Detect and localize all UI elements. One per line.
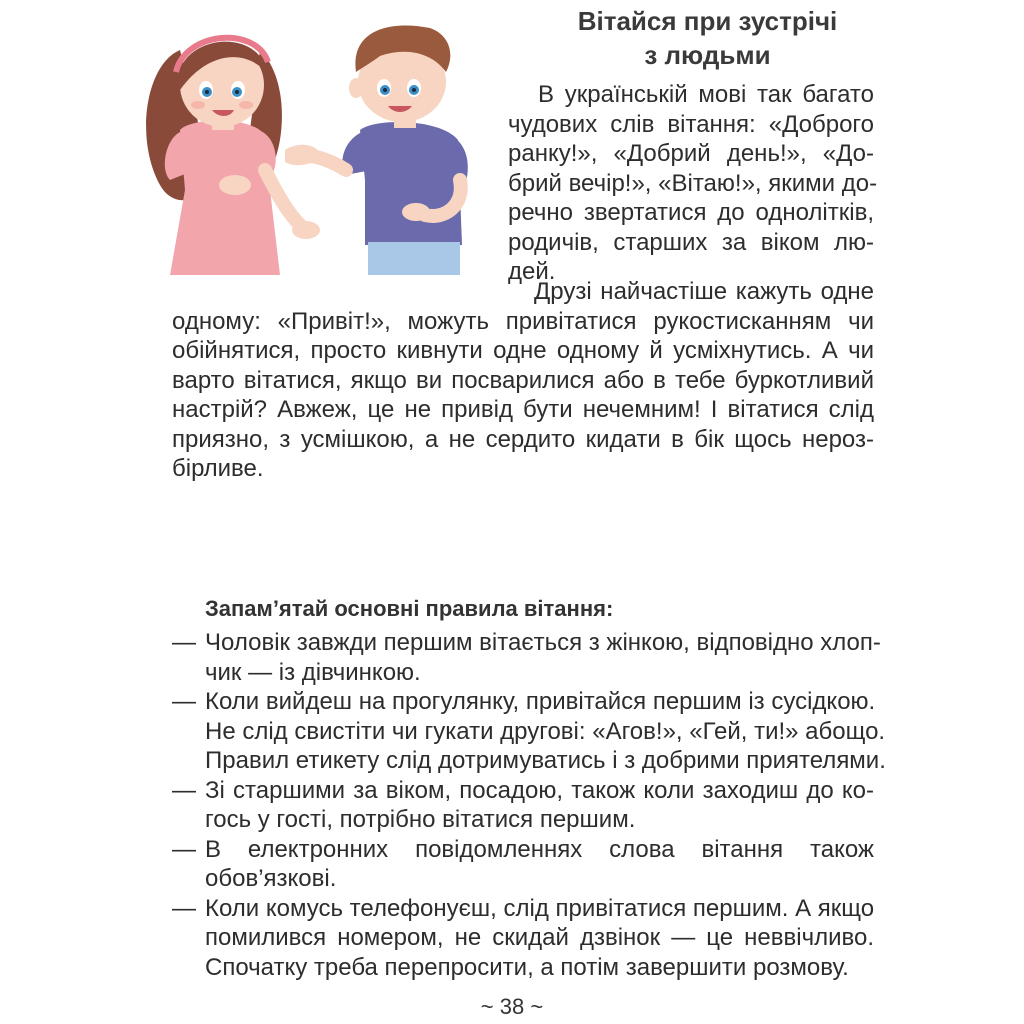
paragraph-line: обійнятися, просто кивнути одне одному й усміхнутись. А чи — [172, 337, 874, 364]
intro-paragraph — [508, 80, 878, 287]
paragraph-line: настрій? Авжеж, це не привід бути нечемним! І вітатися слід — [172, 396, 874, 423]
rule-line: чик — із дівчинкою. — [205, 658, 421, 686]
paragraph-line: чудових слів вітання: «Доброго — [508, 110, 874, 138]
paragraph-line: В українській мові так багато — [538, 81, 874, 108]
list-item — [172, 776, 874, 835]
page-number: ~ 38 ~ — [480, 994, 544, 1019]
girl-and-boy-greeting-illustration — [140, 10, 485, 275]
paragraph-line: дей. — [508, 258, 556, 285]
title-line-1: Вітайся при зустрічі — [577, 6, 838, 36]
rule-line: Коли комусь телефонуєш, слід привітатися першим. А якщо — [205, 894, 875, 922]
rule-line: Спочатку треба перепросити, а потім завершити розмову. — [205, 953, 849, 981]
paragraph-line: бірливе. — [172, 455, 264, 482]
paragraph-line: ранку!», «Добрий день!», «До- — [508, 140, 874, 167]
list-item — [172, 687, 886, 776]
rule-line: Зі старшими за віком, посадою, також коли заходиш до ко- — [205, 776, 874, 804]
rule-line: Правил етикету слід дотримуватись і з добрими приятелями. — [205, 747, 886, 774]
paragraph-line: Друзі найчастіше кажуть одне — [534, 278, 874, 305]
title-line-2: з людьми — [644, 40, 771, 70]
second-paragraph — [172, 277, 874, 484]
list-item — [172, 835, 874, 894]
dash-bullet: — — [172, 776, 196, 804]
rules-list — [172, 628, 886, 982]
paragraph-line: родичів, старших за віком лю- — [508, 228, 874, 256]
paragraph-line: брий вечір!», «Вітаю!», якими до- — [508, 169, 878, 197]
dash-bullet: — — [172, 688, 196, 715]
dash-bullet: — — [172, 629, 196, 656]
paragraph-line: одному: «Привіт!», можуть привітатися рукостисканням чи — [172, 307, 874, 335]
dash-bullet: — — [172, 835, 196, 863]
paragraph-line: речно звертатися до однолітків, — [508, 199, 874, 226]
rule-line: В електронних повідомленнях слова вітання також — [205, 835, 874, 863]
rule-line: Коли вийдеш на прогулянку, привітайся першим із сусідкою. — [205, 688, 876, 715]
dash-bullet: — — [172, 894, 196, 922]
rule-line: обов’язкові. — [205, 865, 337, 892]
rule-line: гось у гості, потрібно вітатися першим. — [205, 806, 636, 833]
list-item — [172, 628, 881, 687]
paragraph-line: варто вітатися, якщо ви посварилися або в тебе буркотливий — [172, 366, 874, 394]
page-title — [510, 4, 905, 72]
rule-line: Не слід свистіти чи гукати другові: «Агов!», «Гей, ти!» абощо. — [205, 717, 886, 745]
paragraph-line: приязно, з усмішкою, а не сердито кидати в бік щось нероз- — [172, 425, 874, 453]
rules-heading: Запам’ятай основні правила вітання: — [205, 596, 614, 621]
list-item — [172, 894, 874, 983]
rule-line: помилився номером, не скидай дзвінок — це неввічливо. — [205, 924, 874, 951]
rule-line: Чоловік завжди першим вітається з жінкою, відповідно хлоп- — [205, 629, 881, 656]
